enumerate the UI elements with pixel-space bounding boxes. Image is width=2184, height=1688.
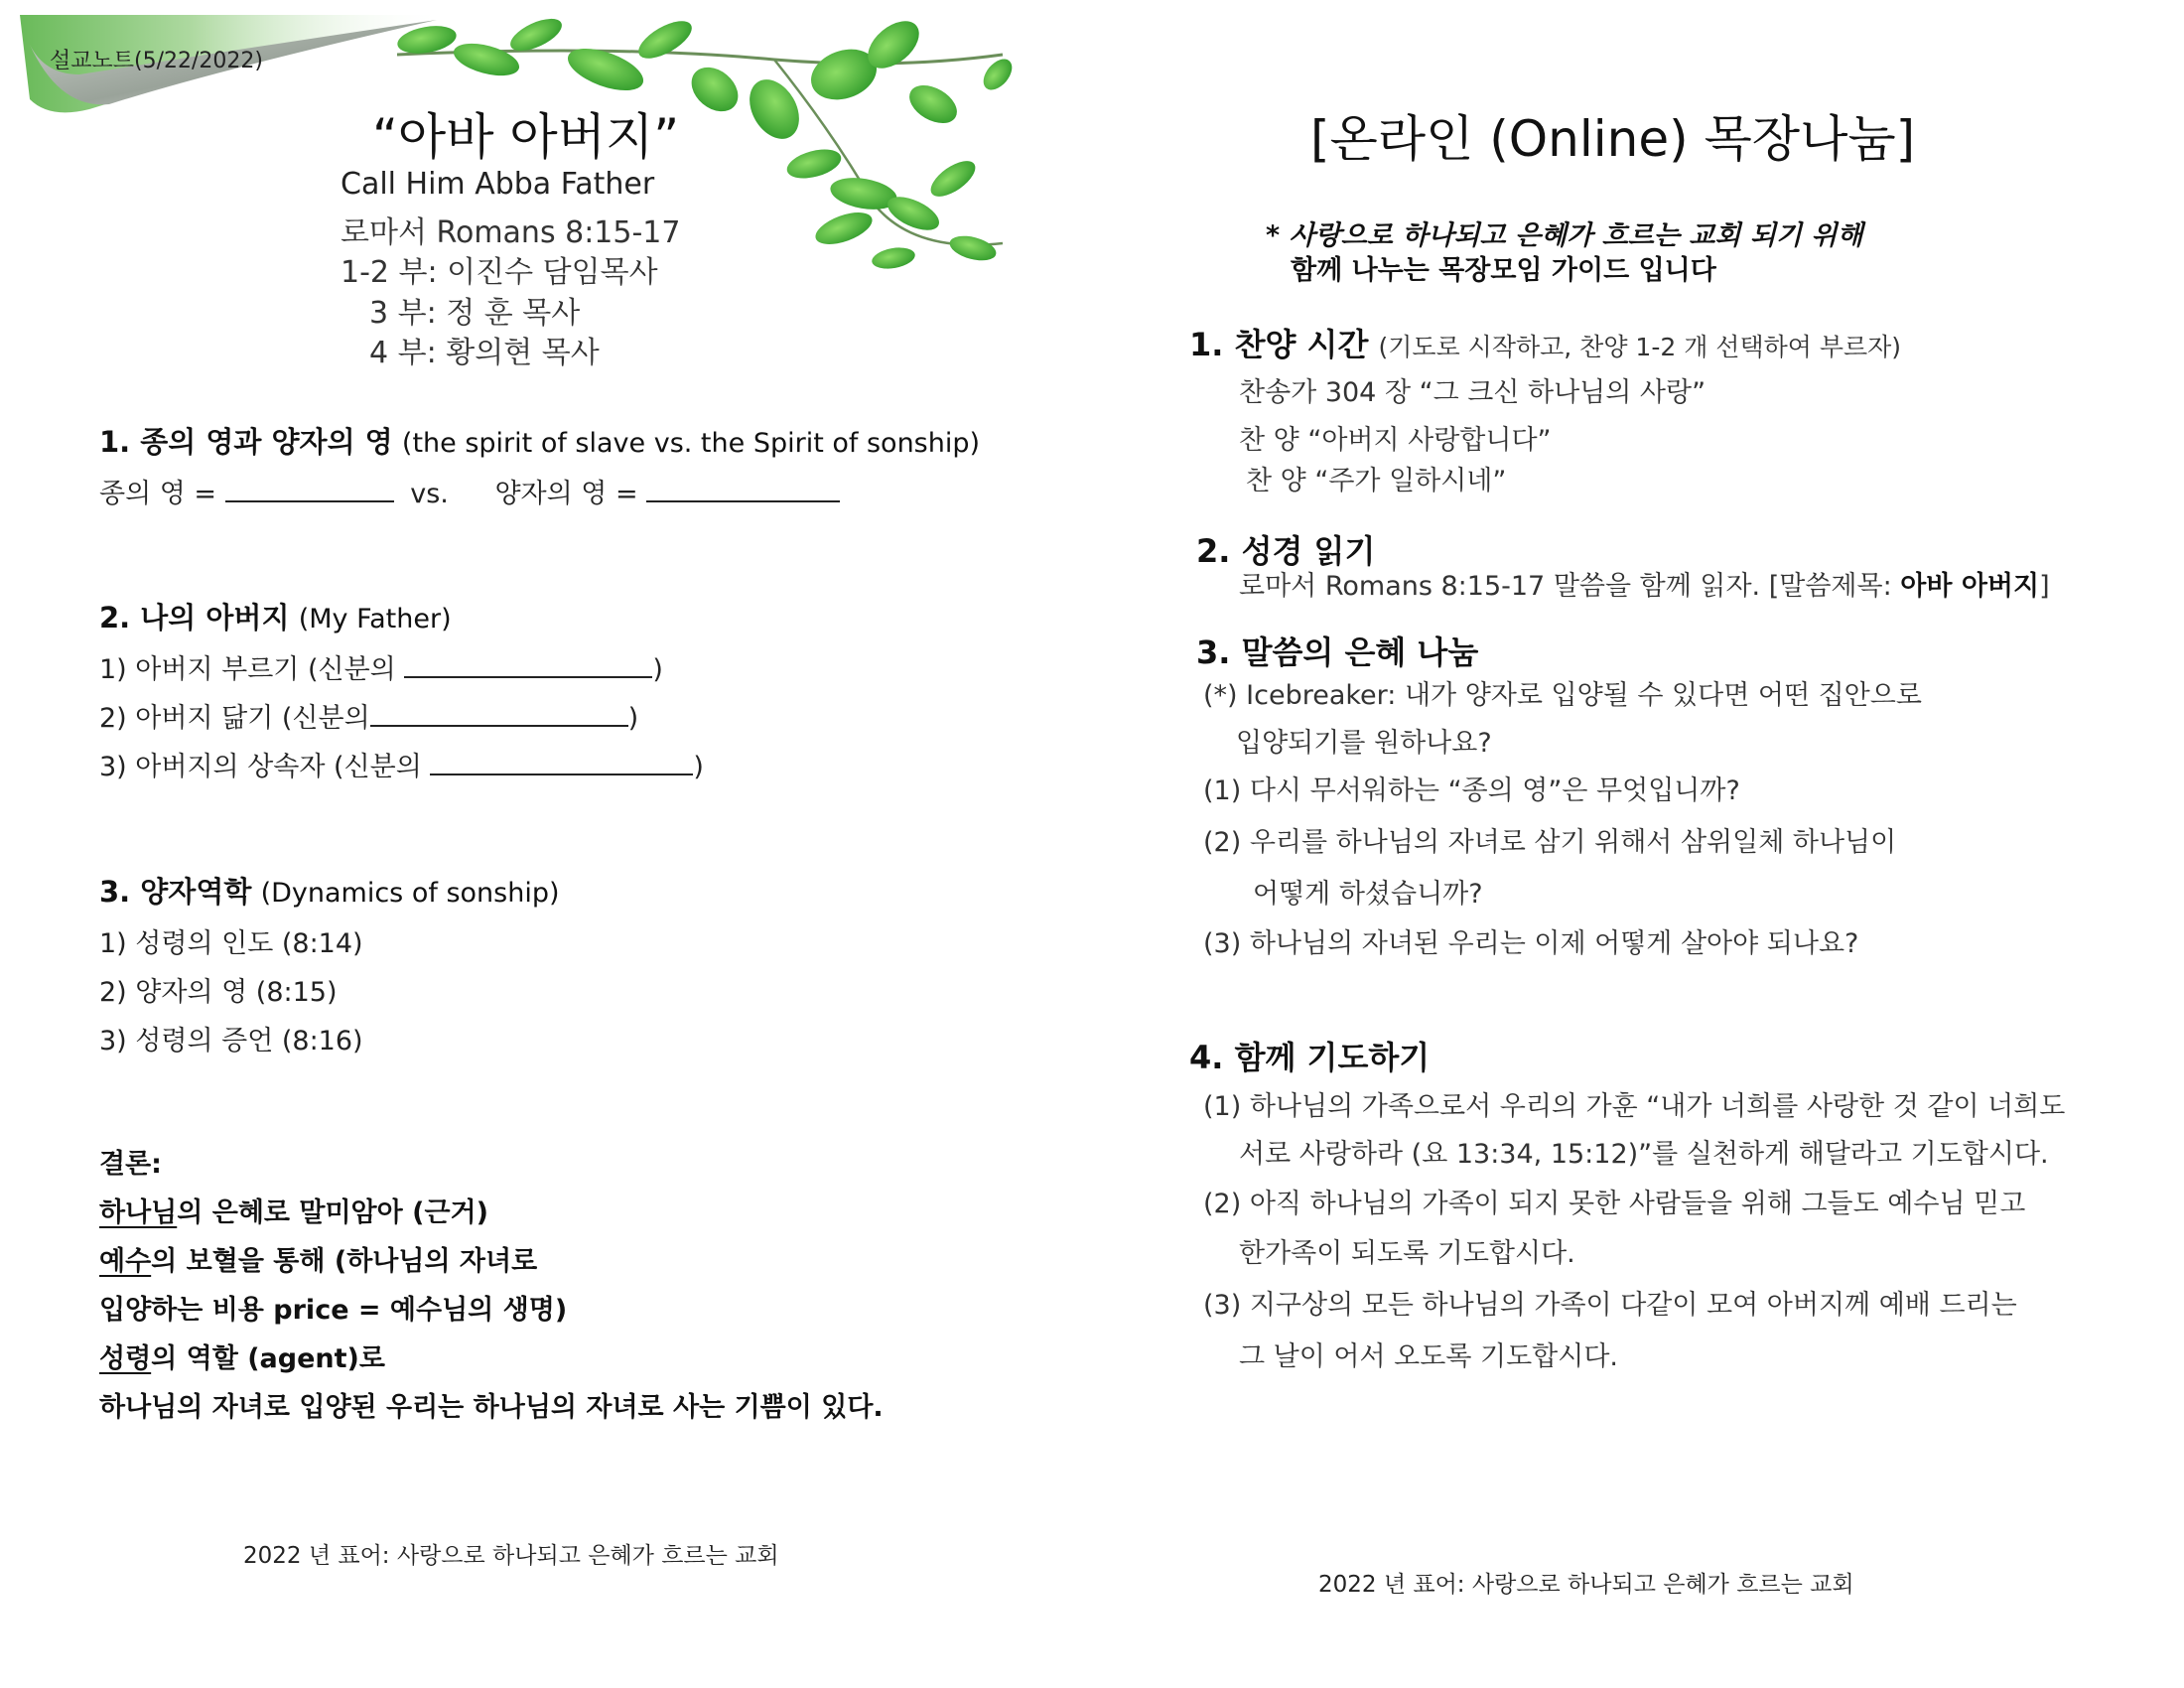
conclusion-line: 입양하는 비용 price = 예수님의 생명) bbox=[99, 1295, 568, 1326]
spirit-of-sonship-blank[interactable] bbox=[646, 475, 840, 502]
section-1-fill-line bbox=[99, 472, 840, 510]
spirit-of-sonship-label: 양자의 영 = bbox=[494, 479, 638, 509]
sermon-title-english: Call Him Abba Father bbox=[341, 167, 655, 202]
versus-label: vs. bbox=[410, 479, 449, 509]
right-footer-motto: 2022 년 표어: 사랑으로 하나되고 은혜가 흐르는 교회 bbox=[1318, 1572, 1854, 1598]
left-footer-motto: 2022 년 표어: 사랑으로 하나되고 은혜가 흐르는 교회 bbox=[243, 1543, 779, 1569]
worship-section-note: (기도로 시작하고, 찬양 1-2 개 선택하여 부르자) bbox=[1378, 333, 1902, 361]
section-1-title: 1. 종의 영과 양자의 영 bbox=[99, 425, 393, 459]
prayer-continuation: 서로 사랑하라 (요 13:34, 15:12)”를 실천하게 해달라고 기도합시다. bbox=[1239, 1139, 2049, 1170]
conclusion-line bbox=[99, 1191, 488, 1229]
bible-reading-line bbox=[1239, 564, 2050, 603]
question-item: (1) 다시 무서워하는 “종의 영”은 무엇입니까? bbox=[1203, 775, 1740, 806]
spirit-of-slave-label: 종의 영 = bbox=[99, 479, 217, 509]
section-2-item bbox=[99, 745, 704, 783]
bible-reading-title: 2. 성경 읽기 bbox=[1196, 532, 1376, 570]
conclusion-text: 의 보혈을 통해 (하나님의 자녀로 bbox=[151, 1246, 538, 1277]
prayer-item: (3) 지구상의 모든 하나님의 가족이 다같이 모여 아버지께 예배 드리는 bbox=[1203, 1290, 2017, 1321]
conclusion-keyword: 성령 bbox=[99, 1343, 152, 1374]
spirit-of-slave-blank[interactable] bbox=[225, 475, 394, 502]
section-2-english: (My Father) bbox=[298, 604, 452, 634]
sermon-title-ref: 아바 아버지 bbox=[1900, 571, 2040, 602]
guide-intro-line-2: 함께 나누는 목장모임 가이드 입니다 bbox=[1291, 255, 1716, 286]
prayer-continuation: 그 날이 어서 오도록 기도합시다. bbox=[1239, 1341, 1618, 1372]
preacher-service-1-2: 1-2 부: 이진수 담임목사 bbox=[341, 255, 658, 290]
conclusion-heading: 결론: bbox=[99, 1149, 162, 1180]
conclusion-keyword: 하나님 bbox=[99, 1197, 178, 1228]
prayer-title: 4. 함께 기도하기 bbox=[1189, 1039, 1431, 1076]
section-2-item-label: 2) 아버지 닮기 (신분의 bbox=[99, 703, 370, 734]
sermon-title: “아바 아버지” bbox=[372, 108, 680, 166]
guide-intro-line-1: * 사랑으로 하나되고 은혜가 흐르는 교회 되기 위해 bbox=[1266, 220, 1863, 251]
question-continuation: 입양되기를 원하나요? bbox=[1236, 728, 1492, 759]
section-2-item-label: 1) 아버지 부르기 (신분의 bbox=[99, 654, 396, 685]
section-3-item: 3) 성령의 증언 (8:16) bbox=[99, 1026, 363, 1056]
question-continuation: 어떻게 하셨습니까? bbox=[1253, 879, 1483, 910]
prayer-continuation: 한가족이 되도록 기도합시다. bbox=[1239, 1238, 1575, 1269]
conclusion-text: 의 역할 (agent)로 bbox=[151, 1343, 385, 1374]
section-3-english: (Dynamics of sonship) bbox=[260, 878, 560, 909]
scripture-reference: 로마서 Romans 8:15-17 bbox=[341, 215, 681, 250]
worship-section-heading bbox=[1189, 320, 1901, 365]
section-2-item bbox=[99, 696, 638, 735]
conclusion-line bbox=[99, 1336, 385, 1375]
sharing-title: 3. 말씀의 은혜 나눔 bbox=[1196, 633, 1479, 671]
question-item: (3) 하나님의 자녀된 우리는 이제 어떻게 살아야 되나요? bbox=[1203, 928, 1859, 959]
sharing-heading bbox=[1196, 628, 1478, 673]
section-3-item: 2) 양자의 영 (8:15) bbox=[99, 977, 338, 1008]
conclusion-line bbox=[99, 1239, 537, 1278]
section-2-item bbox=[99, 647, 663, 686]
icebreaker-question: (*) Icebreaker: 내가 양자로 입양될 수 있다면 어떤 집안으로 bbox=[1203, 680, 1922, 711]
close-paren: ) bbox=[693, 752, 704, 782]
close-bracket: ] bbox=[2039, 571, 2050, 602]
section-1-heading bbox=[99, 420, 980, 461]
section-3-title: 3. 양자역학 bbox=[99, 875, 252, 909]
section-2-heading bbox=[99, 596, 452, 636]
online-sharing-title: [온라인 (Online) 목장나눔] bbox=[1310, 110, 1916, 168]
bible-reading-text: 로마서 Romans 8:15-17 말씀을 함께 읽자. [말씀제목: bbox=[1239, 571, 1892, 602]
section-2-title: 2. 나의 아버지 bbox=[99, 601, 290, 634]
preacher-service-4: 4 부: 황의현 목사 bbox=[369, 336, 600, 370]
worship-section-title: 1. 찬양 시간 bbox=[1189, 326, 1369, 363]
section-2-item-blank[interactable] bbox=[430, 748, 693, 775]
conclusion-text: 의 은혜로 말미암아 (근거) bbox=[177, 1197, 488, 1228]
preacher-service-3: 3 부: 정 훈 목사 bbox=[369, 296, 581, 331]
hymn-item: 찬송가 304 장 “그 크신 하나님의 사랑” bbox=[1239, 377, 1706, 408]
question-item: (2) 우리를 하나님의 자녀로 삼기 위해서 삼위일체 하나님이 bbox=[1203, 827, 1897, 858]
section-3-heading bbox=[99, 870, 560, 911]
conclusion-summary: 하나님의 자녀로 입양된 우리는 하나님의 자녀로 사는 기쁨이 있다. bbox=[99, 1392, 884, 1423]
song-item: 찬 양 “주가 일하시네” bbox=[1246, 466, 1507, 496]
prayer-heading bbox=[1189, 1033, 1430, 1078]
close-paren: ) bbox=[652, 654, 663, 685]
section-2-item-blank[interactable] bbox=[370, 699, 628, 727]
prayer-item: (2) 아직 하나님의 가족이 되지 못한 사람들을 위해 그들도 예수님 믿고 bbox=[1203, 1189, 2026, 1219]
sermon-note-date: 설교노트(5/22/2022) bbox=[50, 49, 263, 73]
prayer-item: (1) 하나님의 가족으로서 우리의 가훈 “내가 너희를 사랑한 것 같이 너희도 bbox=[1203, 1091, 2066, 1122]
section-2-item-label: 3) 아버지의 상속자 (신분의 bbox=[99, 752, 422, 782]
section-3-item: 1) 성령의 인도 (8:14) bbox=[99, 928, 363, 959]
song-item: 찬 양 “아버지 사랑합니다” bbox=[1239, 425, 1552, 456]
close-paren: ) bbox=[627, 703, 639, 734]
conclusion-keyword: 예수 bbox=[99, 1246, 152, 1277]
section-1-english: (the spirit of slave vs. the Spirit of sonship) bbox=[401, 428, 981, 459]
section-2-item-blank[interactable] bbox=[404, 650, 652, 678]
